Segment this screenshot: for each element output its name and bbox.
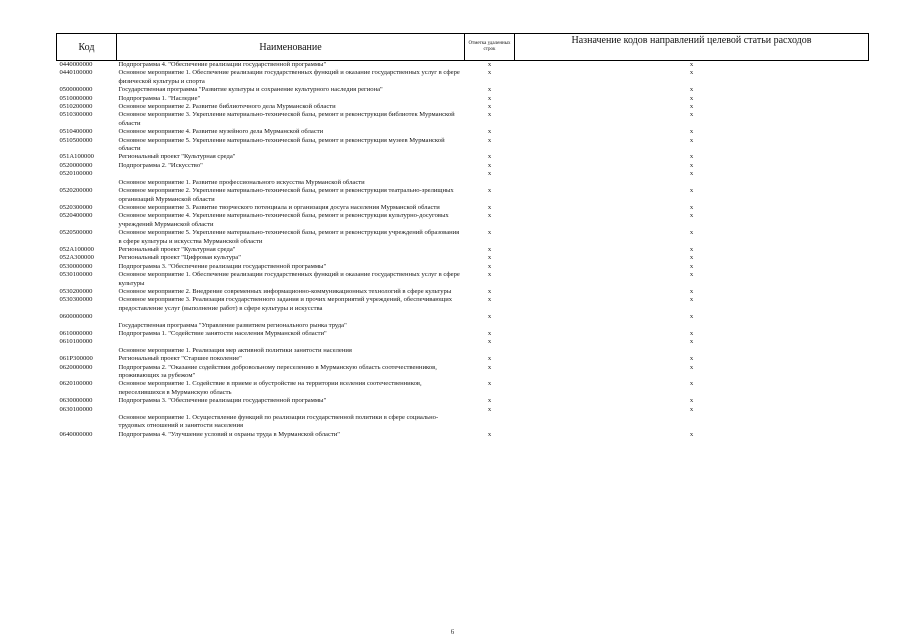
row-name: Региональный проект "Цифровая культура" bbox=[118, 254, 241, 262]
row-assignment: x bbox=[689, 153, 694, 161]
row-mark: x bbox=[487, 61, 492, 68]
row-code: 0440000000 bbox=[59, 61, 93, 68]
row-name: Основное мероприятие 2. Развитие библиотечного дела Мурманской области bbox=[118, 103, 336, 111]
table-row bbox=[57, 137, 869, 154]
row-code: 0510200000 bbox=[59, 103, 93, 111]
row-name: Подпрограмма 3. "Обеспечение реализации государственной программы" bbox=[118, 397, 327, 405]
row-assignment: x bbox=[689, 330, 694, 337]
row-name: Подпрограмма 4. "Улучшение условий и охраны труда в Мурманской области" bbox=[118, 430, 340, 438]
row-name: Основное мероприятие 3. Укрепление материально-технической базы, ремонт и реконструкция библиотек Мурманской области bbox=[118, 111, 455, 127]
row-name: Подпрограмма 1. "Наследие" bbox=[118, 94, 201, 102]
row-name: Государственная программа "Управление развитием регионального рынка труда" bbox=[118, 321, 347, 329]
table-row bbox=[57, 187, 869, 204]
column-header-name: Наименование bbox=[117, 34, 465, 61]
row-mark: x bbox=[487, 212, 492, 220]
row-code: 0530000000 bbox=[59, 262, 93, 270]
row-name bbox=[117, 170, 465, 178]
row-mark: x bbox=[487, 136, 492, 144]
row-code: 0530100000 bbox=[59, 271, 93, 279]
row-code: 0630000000 bbox=[59, 397, 93, 405]
row-assignment: x bbox=[689, 430, 694, 438]
table-row bbox=[57, 86, 869, 94]
row-mark bbox=[465, 322, 515, 330]
row-name: Основное мероприятие 5. Укрепление материально-технической базы, ремонт и реконструкция музеев Мурманской области bbox=[118, 136, 445, 153]
row-assignment: x bbox=[689, 69, 694, 77]
table-row bbox=[57, 271, 869, 288]
page-number: 6 bbox=[450, 628, 455, 636]
target-codes-table bbox=[56, 33, 869, 439]
row-assignment bbox=[515, 414, 869, 431]
row-assignment bbox=[515, 347, 869, 355]
row-assignment: x bbox=[689, 187, 694, 195]
row-name bbox=[117, 313, 465, 321]
row-code: 0520400000 bbox=[59, 212, 93, 220]
row-mark: x bbox=[487, 203, 492, 211]
table-row bbox=[57, 179, 869, 187]
row-code: 0620000000 bbox=[59, 363, 93, 371]
row-assignment: x bbox=[689, 136, 694, 144]
table-row bbox=[57, 364, 869, 381]
table-row bbox=[57, 406, 869, 414]
row-code: 0520100000 bbox=[59, 170, 93, 178]
row-assignment: x bbox=[689, 103, 694, 111]
row-assignment bbox=[515, 322, 869, 330]
row-code: 0600000000 bbox=[59, 313, 93, 321]
row-code: 051A100000 bbox=[59, 153, 94, 161]
row-code: 0510300000 bbox=[59, 111, 93, 119]
row-code bbox=[57, 347, 117, 355]
row-mark: x bbox=[487, 313, 492, 321]
row-code: 0620100000 bbox=[59, 380, 93, 388]
row-name: Основное мероприятие 1. Развитие профессионального искусства Мурманской области bbox=[118, 178, 365, 186]
row-mark: x bbox=[487, 287, 492, 295]
table-row bbox=[57, 380, 869, 397]
row-mark: x bbox=[487, 271, 492, 279]
column-header-mark: Отметка удаленных строк bbox=[465, 34, 515, 61]
row-name: Основное мероприятие 1. Реализация мер активной политики занятости населения bbox=[118, 346, 352, 354]
table-row bbox=[57, 128, 869, 136]
row-name: Основное мероприятие 1. Обеспечение реализации государственных функций и оказание государственных услуг в сфере физической культуры и спорта bbox=[118, 69, 460, 85]
row-mark: x bbox=[487, 153, 492, 161]
row-assignment: x bbox=[689, 203, 694, 211]
document-page bbox=[56, 33, 868, 439]
row-code bbox=[57, 322, 117, 330]
row-mark: x bbox=[487, 94, 492, 102]
row-assignment: x bbox=[689, 245, 694, 253]
row-mark: x bbox=[487, 254, 492, 262]
row-assignment: x bbox=[689, 61, 694, 68]
row-assignment: x bbox=[689, 363, 694, 371]
table-row bbox=[57, 296, 869, 313]
row-code bbox=[57, 414, 117, 431]
row-name: Региональный проект "Культурная среда" bbox=[118, 245, 236, 253]
row-assignment: x bbox=[689, 262, 694, 270]
row-code: 0530200000 bbox=[59, 287, 93, 295]
row-assignment: x bbox=[689, 296, 694, 304]
table-row bbox=[57, 397, 869, 405]
row-assignment: x bbox=[689, 338, 694, 346]
column-header-assignment: Назначение кодов направлений целевой статьи расходов bbox=[515, 34, 869, 61]
row-code: 0440100000 bbox=[59, 69, 93, 77]
row-code: 0640000000 bbox=[59, 430, 93, 438]
table-row bbox=[57, 288, 869, 296]
row-mark: x bbox=[487, 128, 492, 136]
table-row bbox=[57, 347, 869, 355]
row-code: 061P300000 bbox=[59, 355, 93, 363]
table-row bbox=[57, 111, 869, 128]
row-assignment: x bbox=[689, 94, 694, 102]
row-mark: x bbox=[487, 86, 492, 94]
row-name: Основное мероприятие 1. Осуществление функций по реализации государственной политики в сфере социально-трудовых отношений и занятости населения bbox=[118, 414, 439, 430]
row-code: 0520000000 bbox=[59, 161, 93, 169]
row-name: Основное мероприятие 3. Развитие творческого потенциала и организация досуга населения Мурманской области bbox=[118, 203, 440, 211]
row-assignment: x bbox=[689, 313, 694, 321]
row-name bbox=[117, 338, 465, 346]
row-mark: x bbox=[487, 338, 492, 346]
row-assignment: x bbox=[689, 170, 694, 178]
row-name: Основное мероприятие 2. Внедрение современных информационно-коммуникационных технологий в сфере культуры bbox=[118, 287, 452, 295]
table-row bbox=[57, 414, 869, 431]
row-mark: x bbox=[487, 430, 492, 438]
row-mark: x bbox=[487, 363, 492, 371]
row-mark: x bbox=[487, 262, 492, 270]
row-code: 0510400000 bbox=[59, 128, 93, 136]
row-code: 0520300000 bbox=[59, 203, 93, 211]
row-name: Подпрограмма 3. "Обеспечение реализации государственной программы" bbox=[118, 262, 327, 270]
row-name: Подпрограмма 4. "Обеспечение реализации государственной программы" bbox=[118, 61, 327, 68]
table-row bbox=[57, 338, 869, 346]
row-mark bbox=[465, 179, 515, 187]
row-code: 0610000000 bbox=[59, 330, 93, 337]
row-name: Основное мероприятие 4. Укрепление материально-технической базы, ремонт и реконструкция культурно-досуговых учреждений Мурманской области bbox=[118, 212, 449, 228]
row-code: 052A300000 bbox=[59, 254, 94, 262]
row-mark bbox=[465, 414, 515, 431]
row-mark bbox=[465, 347, 515, 355]
row-mark: x bbox=[487, 245, 492, 253]
row-code: 0520500000 bbox=[59, 229, 93, 237]
row-code: 0630100000 bbox=[59, 405, 93, 413]
table-row bbox=[57, 263, 869, 271]
row-name: Основное мероприятие 1. Содействие в приеме и обустройстве на территории вселения соотечественников, переселившихся в Мурманскую область bbox=[118, 380, 422, 396]
row-name: Подпрограмма 1. "Содействие занятости населения Мурманской области" bbox=[118, 330, 327, 337]
table-row bbox=[57, 204, 869, 212]
table-row bbox=[57, 103, 869, 111]
table-row bbox=[57, 330, 869, 338]
row-mark: x bbox=[487, 380, 492, 388]
row-name: Основное мероприятие 5. Укрепление материально-технической базы, ремонт и реконструкция учреждений образования в сфере культуры и искусства Мурманской области bbox=[118, 229, 460, 245]
row-mark: x bbox=[487, 397, 492, 405]
table-row bbox=[57, 322, 869, 330]
row-mark: x bbox=[487, 111, 492, 119]
row-name: Основное мероприятие 2. Укрепление материально-технической базы, ремонт и реконструкция театрально-зрелищных организаций Мурманской области bbox=[118, 187, 454, 203]
row-name: Региональный проект "Старшее поколение" bbox=[118, 355, 242, 363]
row-assignment: x bbox=[689, 355, 694, 363]
table-row bbox=[57, 254, 869, 262]
row-assignment: x bbox=[689, 287, 694, 295]
row-code: 0530300000 bbox=[59, 296, 93, 304]
row-mark: x bbox=[487, 296, 492, 304]
row-assignment: x bbox=[689, 405, 694, 413]
table-row bbox=[57, 170, 869, 178]
row-mark: x bbox=[487, 355, 492, 363]
row-code: 0510500000 bbox=[59, 136, 93, 144]
row-name: Подпрограмма 2. "Оказание содействия добровольному переселению в Мурманскую область соотечественников, проживающих за рубежом" bbox=[118, 363, 437, 380]
table-row bbox=[57, 313, 869, 321]
row-mark: x bbox=[487, 405, 492, 413]
row-name: Основное мероприятие 1. Обеспечение реализации государственных функций и оказание государственных услуг в сфере культуры bbox=[118, 271, 460, 287]
table-row bbox=[57, 229, 869, 246]
row-code: 0610100000 bbox=[59, 338, 93, 346]
row-mark: x bbox=[487, 170, 492, 178]
row-mark: x bbox=[487, 161, 492, 169]
table-row bbox=[57, 212, 869, 229]
table-row bbox=[57, 162, 869, 170]
table-row bbox=[57, 95, 869, 103]
row-assignment: x bbox=[689, 128, 694, 136]
row-name: Подпрограмма 2. "Искусство" bbox=[118, 161, 203, 169]
row-assignment: x bbox=[689, 397, 694, 405]
table-row bbox=[57, 153, 869, 161]
row-code: 052A100000 bbox=[59, 245, 94, 253]
row-mark: x bbox=[487, 69, 492, 77]
row-name: Региональный проект "Культурная среда" bbox=[118, 153, 236, 161]
row-code: 0510000000 bbox=[59, 94, 93, 102]
row-assignment: x bbox=[689, 161, 694, 169]
row-mark: x bbox=[487, 187, 492, 195]
row-assignment: x bbox=[689, 212, 694, 220]
table-row bbox=[57, 61, 869, 70]
table-row bbox=[57, 69, 869, 86]
row-code bbox=[57, 179, 117, 187]
row-name bbox=[117, 406, 465, 414]
row-assignment: x bbox=[689, 111, 694, 119]
row-name: Государственная программа "Развитие культуры и сохранение культурного наследия региона" bbox=[118, 86, 383, 94]
row-mark: x bbox=[487, 229, 492, 237]
table-row bbox=[57, 431, 869, 439]
table-row bbox=[57, 355, 869, 363]
row-assignment bbox=[515, 179, 869, 187]
table-header-row bbox=[57, 34, 869, 61]
row-code: 0520200000 bbox=[59, 187, 93, 195]
column-header-code: Код bbox=[57, 34, 117, 61]
row-assignment: x bbox=[689, 380, 694, 388]
row-assignment: x bbox=[689, 271, 694, 279]
row-mark: x bbox=[487, 103, 492, 111]
row-code: 0500000000 bbox=[59, 86, 93, 94]
row-name: Основное мероприятие 3. Реализация государственного задания и прочих мероприятий учреждений, обеспечивающих предоставление услуг (выполнение работ) в сфере культуры и искусства bbox=[118, 296, 453, 312]
table-body bbox=[57, 61, 869, 440]
row-assignment: x bbox=[689, 229, 694, 237]
row-assignment: x bbox=[689, 254, 694, 262]
table-row bbox=[57, 246, 869, 254]
row-mark: x bbox=[487, 330, 492, 337]
row-assignment: x bbox=[689, 86, 694, 94]
row-name: Основное мероприятие 4. Развитие музейного дела Мурманской области bbox=[118, 128, 324, 136]
